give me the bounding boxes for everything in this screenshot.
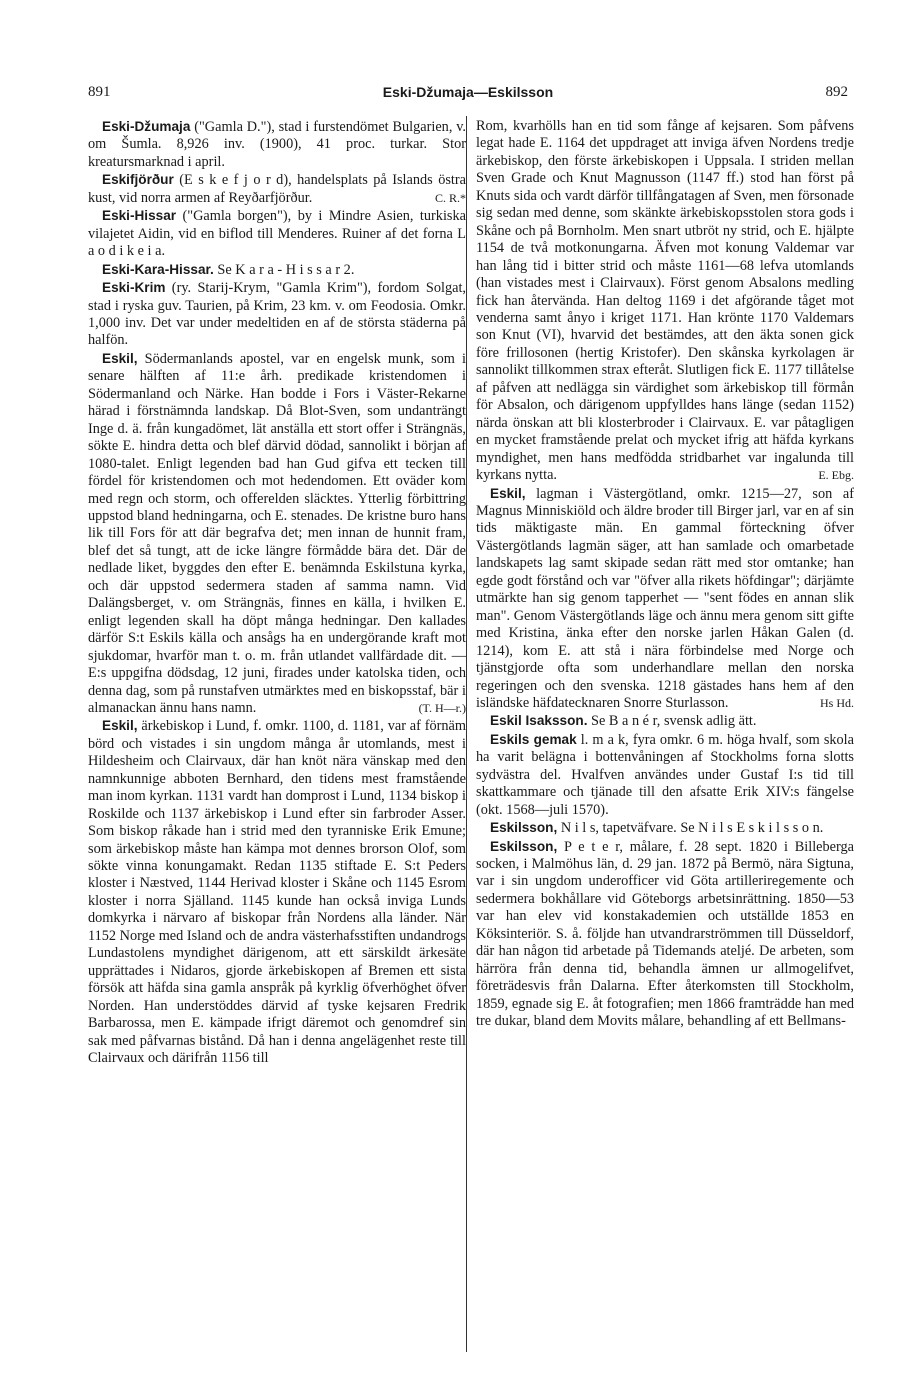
entry-headword: Eskilsson, <box>490 838 558 854</box>
entry <box>88 261 466 279</box>
entry-signature: Hs Hd. <box>819 695 854 710</box>
entry-text: N i l s, tapetväfvare. Se N i l s E s k i l s s o n. <box>557 820 824 837</box>
entry-text: ärkebiskop i Lund, f. omkr. 1100, d. 1181, var af förnäm börd och vistades i sin ungdom många år utomlands, mest i Hildesheim och Clairvaux, där han knöt nära vänskap med den namnkunnige abboten Bernhard, den tidens mest framstående man inom kyrkan. 1131 vardt han domprost i Lund, 1134 biskop i Roskilde och 1137 ärkebiskop i Lund efter sin farbroder Asser. Som biskop råkade han i strid med den tyranniske Erik Emune; som ärkebiskop måste han kämpa mot dennes brorson Olof, som sökte vinna konungamakt. Redan 1135 stiftade E. S:t Peders kloster i Næstved, 1144 Herivad kloster i Skåne och 1145 Esrom kloster i norra Själland. 1145 kunde han också invigа Lunds domkyrka i närvaro af biskopar från Nordens alla länder. När 1152 Norge med Island och de andra västerhafsstiften undandrogs Lundastolens myndighet därigenom, att ett särskildt ärkesäte upprättades i Nidaros, gjorde ärkebiskopen af Bremen ett sista försök att häfda sina gamla anspråk på kyrklig öfverhöghet öfver Norden. Han understöddes därvid af tyske kejsaren Fredrik Barbarossa, men E. kämpade ifrigt däremot och genomdref sin sak med påfvarnas bistånd. Då han i denna angelägenhet reste till Clairvaux och därifrån 1156 till <box>88 718 466 1067</box>
entry-headword: Eskifjörður <box>102 172 174 188</box>
entry-headword: Eskil, <box>102 718 138 734</box>
entry-text: Rom, kvarhölls han en tid som fånge af kejsaren. Som påfvens legat hade E. 1164 det uppdraget att inviga äfven Nordens tredje ärkebiskop, den förste ärkebiskopen i Uppsala. I striden mellan Sven Grade och Knut Magnusson (1147 ff.) stod han först på Knuts sida och vardt därför tillfångatagen af Sven, men försonade sig sedan med denne, som skänkte ärkebiskopsstolen stora gods i Skåne och på Bornholm. Men snart utbröt ny strid, och E. hjälpte 1154 de två motkonungarna. Äfven mot konung Valdemar var han lång tid i bitter strid och måste 1161—68 lefva utomlands (han vistades mest i Clairvaux). Först genom Absalons medling fick han återvända. Han deltog 1169 i det afgörande tåget mot venderna samt ånyo i kriget 1171. Han krönte 1170 Valdemars son Knut (VI), hvarvid det bestämdes, att den äkta sonen gick före frillosonen (hertig Kristofer). Den skånska kyrkolagen är sannolikt tillkommen strax efteråt. Slutligen fick E. 1177 tillåtelse af påfven att nedlägga sin värdighet som ärkebiskop till förmån för Absalon, och därigenom uppfylldes hans länge (sedan 1152) närda önskan att bli klosterbroder i Clairvaux. E. var påtagligen en mycket framstående prelat och mycket ifrig att häfda kyrkans myndighet, men hans medfödda stridbarhet var ingalunda till kyrkans nytta. <box>476 118 854 484</box>
entry-headword: Eski-Krim <box>102 280 166 296</box>
entry-headword: Eskilsson, <box>490 820 558 836</box>
entry-headword: Eskil, <box>102 350 138 366</box>
entry-text: P e t e r, målare, f. 28 sept. 1820 i Billeberga socken, i Malmöhus län, d. 29 jan. 1872 på Bermö, nära Sigtuna, var i sin ungdom underofficer vid Göta artilleriregemente och sedermera bokhållare vid Göteborgs arbetsinrättning. 1850—53 var han elev vid konstakademien och utställde 1853 en Köksinteriör. S. å. följde han utvandrarströmmen till Düsseldorf, där han någon tid arbetade på Tidemands ateljé. De arbeten, som härröra från denna tid, behandla ämnen ur allmogelifvet, företrädesvis från Dalarna. Efter återkomsten till Stockholm, 1859, egnade sig E. åt fotografien; men 1866 framträdde han med tre dukar, bland dem Movits målare, behandling af ett Bellmans- <box>476 838 854 1030</box>
entry-headword: Eski-Džumaja <box>102 119 191 134</box>
left-column <box>88 118 466 1067</box>
entry-text: Se K a r a - H i s s a r 2. <box>213 261 355 278</box>
entry-headword: Eskil Isaksson. <box>490 713 588 729</box>
entry-headword: Eski-Hissar <box>102 208 177 224</box>
entry <box>88 207 466 260</box>
entry <box>476 485 854 713</box>
entry <box>476 712 854 730</box>
entry-text: l. m a k, fyra omkr. 6 m. höga hvalf, som skola ha varit belägna i bottenvåningen af Stockholms forna slotts sydvästra del. Hvalfven användes under Gustaf I:s tid till skattkammare och tjänade till den afsatte Erik XIV:s fängelse (okt. 1568—juli 1570). <box>476 731 855 818</box>
entry-signature: C. R.* <box>434 190 466 205</box>
entry-text: Se B a n é r, svensk adlig ätt. <box>587 713 757 730</box>
entry-text: (ry. Starij-Krym, "Gamla Krim"), fordom Solgat, stad i ryska guv. Taurien, på Krim, 23 km. v. om Feodosia. Omkr. 1,000 inv. Det var under medeltiden en af de största städerna på halfön. <box>88 280 466 349</box>
entry <box>88 118 466 171</box>
entry <box>476 731 854 819</box>
running-header <box>88 84 848 104</box>
entry-signature: (T. H—r.) <box>418 700 466 715</box>
page-number-left: 891 <box>88 84 111 100</box>
right-column <box>476 118 854 1031</box>
entry-text: (E s k e f j o r d), handelsplats på Islands östra kust, vid norra armen af Reyðarfjörður. <box>88 172 466 206</box>
page-number-right: 892 <box>825 84 848 100</box>
running-title: Eski-Džumaja—Eskilsson <box>382 84 554 100</box>
entry <box>88 171 466 207</box>
entry <box>476 819 854 837</box>
entry-headword: Eski-Kara-Hissar. <box>102 261 214 277</box>
entry <box>88 279 466 350</box>
column-divider <box>466 116 467 1352</box>
entry-headword: Eskil, <box>490 485 526 501</box>
entry-text: ("Gamla borgen"), by i Mindre Asien, turkiska vilajetet Aidin, vid en biflod till Menderes. Ruiner af det forna L a o d i k e i a. <box>88 208 466 260</box>
entry-text: Södermanlands apostel, var en engelsk munk, som i senare hälften af 11:e årh. predikade kristendomen i Södermanland och Närke. Han bodde i Fors i Väster-Rekarne härad i förstnämnda landskap. Då Blot-Sven, som undanträngt Inge d. ä. från kungadömet, lät anställa ett stort offer i Strängnäs, sökte E. hindra detta och blef därvid dödad, sannolikt i början af 1080-talet. Enligt legenden bad han Gud gifva ett tecken till fördel för kristendomen och mot hedendomen. Ett oväder kom med regn och storm, och offerelden släcktes. Ytterlig förbittring uppstod bland hedningarna, och E. stenades. De kristne buro hans lik till Fors för att där begrafva det; men innan de hunnit fram, blef det så tungt, att de icke längre förmådde bära det. Där de nedlade liket, byggdes den efter E. benämnda Eskilstuna kyrka, och där uppstod sedermera staden af samma namn. Vid Dalängsberget, v. om Strängnäs, finnes en källa, i hvilken E. enligt legenden skall ha döpt många hedningar. Den kallades därför S:t Eskils källa och ansågs ha en undergörande kraft mot sjukdomar, hvarför man t. o. m. från utlandet vallfärdade dit. — E:s uppgifna dödsdag, 12 juni, firades under katolska tiden, och denna dag, som på runstafven utmärktes med en biskopsstaf, bär i almanackan ännu hans namn. <box>88 350 466 716</box>
entry <box>476 838 854 1031</box>
entry <box>88 717 466 1067</box>
entry-text: lagman i Västergötland, omkr. 1215—27, son af Magnus Minniskiöld och äldre broder till Birger jarl, var en af sin tids mäktigaste män. En gammal förteckning öfver Västergötlands lagmän säger, att han samlade och omarbetade landskapets lag samt skipade sedan rätt med stor omtanke; han egde godt förstånd och var "öfver alla rikets höfdingar"; därjämte utmärkte han sig genom tapperhet — "sent födes en annan slik man". Genom Västergötlands läge och ännu mera genom sitt gifte med Kristina, änka efter den norske jarlen Håkan Galen (d. 1214), kom E. att stå i nära förbindelse med Norge och tjänstgjorde ofta som underhandlare mellan den norska regeringen och den svenska. 1218 gästades hans hem af den isländske häfdatecknaren Snorre Sturlasson. <box>476 485 854 711</box>
entry-headword: Eskils gemak <box>490 731 577 747</box>
entry-text: ("Gamla D."), stad i furstendömet Bulgarien, v. om Šumla. 8,926 inv. (1900), 41 proc. turkar. Stor kreatursmarknad i april. <box>88 119 466 170</box>
entry <box>476 118 854 485</box>
entry-signature: E. Ebg. <box>818 468 854 483</box>
entry <box>88 350 466 718</box>
